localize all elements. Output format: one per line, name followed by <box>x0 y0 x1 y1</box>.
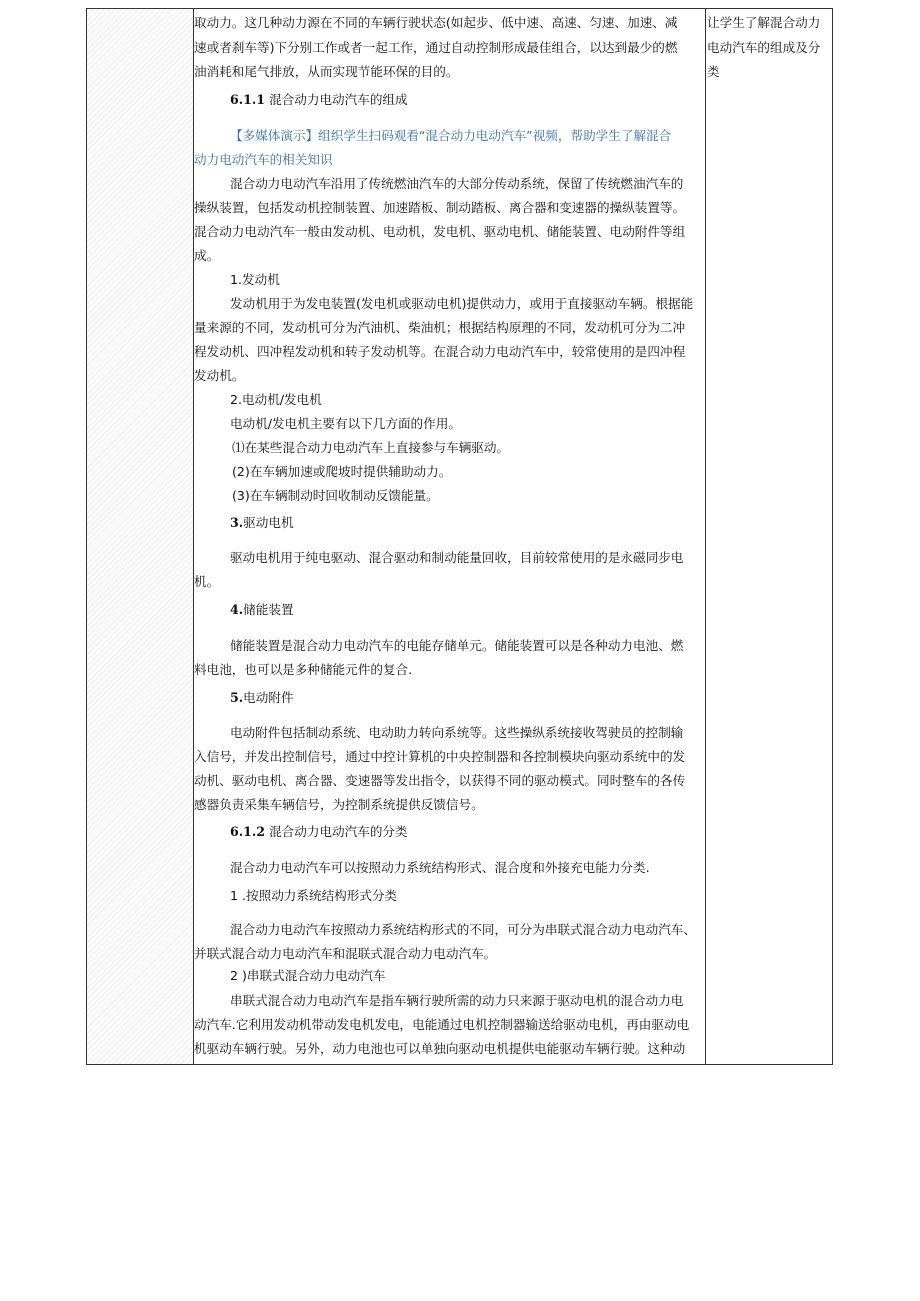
intro-line: 取动力。这几种动力源在不同的车辆行驶状态(如起步、低中速、高速、匀速、加速、减 <box>194 15 678 30</box>
subheading-drive-motor: 3.驱动电机 <box>230 515 294 530</box>
intro-line: 速或者刹车等)下分别工作或者一起工作，通过自动控制形成最佳组合，以达到最少的燃 <box>194 40 678 55</box>
lesson-table <box>86 8 833 1065</box>
paragraph-line: 混合动力电动汽车可以按照动力系统结构形式、混合度和外接充电能力分类. <box>230 860 650 875</box>
paragraph-line: 操纵装置，包括发动机控制装置、加速踏板、制动踏板、离合器和变速器的操纵装置等。 <box>194 200 686 215</box>
intro-line: 油消耗和尾气排放，从而实现节能环保的目的。 <box>194 64 459 79</box>
notes-cell <box>706 9 832 1064</box>
list-item: (2)在车辆加速或爬坡时提供辅助动力。 <box>232 464 452 479</box>
content-cell <box>194 9 706 1064</box>
paragraph-line: 发动机。 <box>194 368 245 383</box>
paragraph-line: 电动附件包括制动系统、电动助力转向系统等。这些操纵系统接收驾驶员的控制输 <box>230 725 684 740</box>
paragraph-line: 驱动电机用于纯电驱动、混合驱动和制动能量回收，目前较常使用的是永磁同步电 <box>230 550 684 565</box>
paragraph-line: 入信号，并发出控制信号，通过中控计算机的中央控制器和各控制模块向驱动系统中的发 <box>194 749 686 764</box>
paragraph-line: 混合动力电动汽车一般由发动机、电动机，发电机、驱动电机、储能装置、电动附件等组 <box>194 224 686 239</box>
section-heading-611: 6.1.1 混合动力电动汽车的组成 <box>230 92 408 107</box>
paragraph-line: 动汽车.它利用发动机带动发电机发电，电能通过电机控制器输送给驱动电机，再由驱动电 <box>194 1017 690 1032</box>
paragraph-line: 混合动力电动汽车按照动力系统结构形式的不同，可分为串联式混合动力电动汽车、 <box>230 922 696 937</box>
left-column-cell <box>87 9 194 1064</box>
note-line: 电动汽车的组成及分 <box>707 40 821 55</box>
paragraph-line: 量来源的不同，发动机可分为汽油机、柴油机；根据结构原理的不同，发动机可分为二冲 <box>194 320 686 335</box>
subheading-energy-storage: 4.储能装置 <box>230 602 294 617</box>
paragraph-line: 机驱动车辆行驶。另外，动力电池也可以单独向驱动电机提供电能驱动车辆行驶。这种动 <box>194 1041 686 1056</box>
paragraph-line: 发动机用于为发电装置(发电机或驱动电机)提供动力，或用于直接驱动车辆。根据能 <box>230 296 694 311</box>
section-heading-612: 6.1.2 混合动力电动汽车的分类 <box>230 824 408 839</box>
list-item: (3)在车辆制动时回收制动反馈能量。 <box>232 488 439 503</box>
list-item: ⑴在某些混合动力电动汽车上直接参与车辆驱动。 <box>232 440 510 455</box>
note-line: 让学生了解混合动力 <box>707 15 821 30</box>
paragraph-line: 串联式混合动力电动汽车是指车辆行驶所需的动力只来源于驱动电机的混合动力电 <box>230 993 684 1008</box>
subheading-motor-generator: 2.电动机/发电机 <box>230 392 322 407</box>
paragraph-line: 机。 <box>194 574 220 589</box>
subheading-series-hybrid: 2 )串联式混合动力电动汽车 <box>230 968 386 983</box>
subheading-electric-accessories: 5.电动附件 <box>230 690 294 705</box>
subheading-structure-classification: 1 .按照动力系统结构形式分类 <box>230 888 398 903</box>
paragraph-line: 感器负责采集车辆信号，为控制系统提供反馈信号。 <box>194 797 484 812</box>
paragraph-line: 并联式混合动力电动汽车和混联式混合动力电动汽车。 <box>194 946 497 961</box>
paragraph-line: 混合动力电动汽车沿用了传统燃油汽车的大部分传动系统，保留了传统燃油汽车的 <box>230 176 684 191</box>
subheading-engine: 1.发动机 <box>230 272 280 287</box>
paragraph-line: 料电池，也可以是多种储能元件的复合. <box>194 662 413 677</box>
multimedia-note: 动力电动汽车的相关知识 <box>194 152 333 167</box>
paragraph-line: 储能装置是混合动力电动汽车的电能存储单元。储能装置可以是各种动力电池、燃 <box>230 638 684 653</box>
paragraph-line: 成。 <box>194 248 220 263</box>
paragraph-line: 电动机/发电机主要有以下几方面的作用。 <box>230 416 461 431</box>
paragraph-line: 程发动机、四冲程发动机和转子发动机等。在混合动力电动汽车中，较常使用的是四冲程 <box>194 344 686 359</box>
note-line: 类 <box>707 64 720 79</box>
paragraph-line: 动机、驱动电机、离合器、变速器等发出指令，以获得不同的驱动模式。同时整车的各传 <box>194 773 686 788</box>
multimedia-note: 【多媒体演示】组织学生扫码观看“混合动力电动汽车”视频，帮助学生了解混合 <box>230 128 672 143</box>
